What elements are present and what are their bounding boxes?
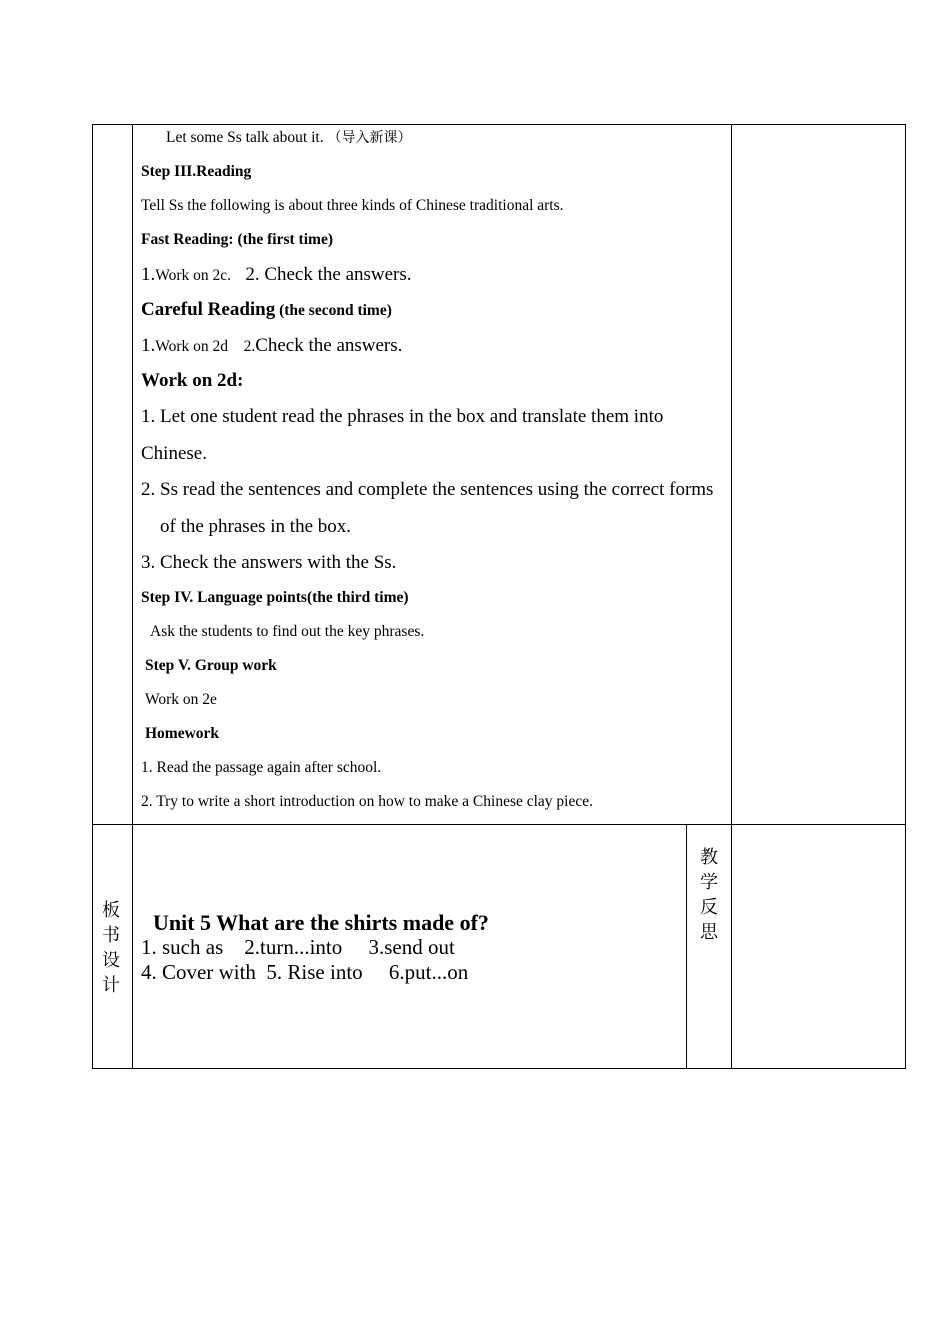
board-title: Unit 5 What are the shirts made of? [153, 910, 489, 935]
fast-reading-heading: Fast Reading: (the first time) [141, 231, 333, 248]
board-phrases-line-1: 1. such as 2.turn...into 3.send out [141, 935, 455, 959]
group-work-text: Work on 2e [145, 691, 217, 708]
label-char: 思 [700, 922, 718, 943]
step-three-heading: Step III.Reading [141, 163, 252, 180]
careful-reading-title: Careful Reading [141, 299, 276, 320]
work-item-3: 3. Check the answers with the Ss. [141, 552, 397, 573]
row-divider [92, 824, 906, 825]
language-points-text: Ask the students to find out the key phrases. [150, 623, 425, 640]
task-number: 1. [141, 335, 156, 356]
careful-reading-heading [141, 300, 392, 319]
work-item-2-cont: of the phrases in the box. [160, 516, 352, 537]
label-char: 教 [700, 847, 718, 868]
task-number: 2. [228, 338, 256, 355]
task-number: 1. [141, 264, 156, 285]
board-phrases-line-2: 4. Cover with 5. Rise into 6.put...on [141, 960, 469, 984]
intro-cn-note: （导入新课） [327, 130, 412, 146]
table-border-bottom [92, 1068, 906, 1069]
board-design-label [96, 898, 126, 998]
column-divider-label [132, 124, 133, 1069]
work-item-1: 1. Let one student read the phrases in the box and translate them into [141, 406, 664, 427]
task-text: Work on 2c. [155, 267, 232, 284]
work-item-1-cont: Chinese. [141, 443, 207, 464]
table-border-right [905, 124, 906, 1069]
homework-heading: Homework [145, 725, 220, 742]
table-border-left [92, 124, 93, 1069]
homework-item-1: 1. Read the passage again after school. [141, 759, 382, 776]
fast-reading-tasks [141, 265, 412, 284]
label-char: 书 [102, 925, 120, 946]
label-char: 学 [700, 872, 718, 893]
task-text: Check the answers. [255, 335, 403, 356]
step-four-heading: Step IV. Language points(the third time) [141, 589, 409, 606]
careful-reading-note: (the second time) [275, 302, 392, 319]
table-border-top [92, 124, 906, 125]
column-divider-notes [731, 124, 732, 1069]
label-char: 设 [102, 950, 120, 971]
intro-text: Let some Ss talk about it. [166, 129, 328, 146]
task-text: 2. Check the answers. [231, 264, 412, 285]
intro-line [166, 130, 411, 146]
homework-item-2: 2. Try to write a short introduction on how to make a Chinese clay piece. [141, 793, 593, 810]
column-divider-reflection-label [686, 824, 687, 1069]
reading-intro-text: Tell Ss the following is about three kinds of Chinese traditional arts. [141, 197, 564, 214]
task-text: Work on 2d [155, 338, 229, 355]
careful-reading-tasks [141, 336, 402, 355]
teaching-reflection-label [694, 845, 724, 945]
label-char: 板 [102, 900, 120, 921]
label-char: 计 [102, 975, 120, 996]
work-item-2: 2. Ss read the sentences and complete the sentences using the correct forms [141, 479, 714, 500]
label-char: 反 [700, 897, 718, 918]
step-five-heading: Step V. Group work [145, 657, 277, 674]
work-on-2d-heading: Work on 2d: [141, 370, 244, 391]
